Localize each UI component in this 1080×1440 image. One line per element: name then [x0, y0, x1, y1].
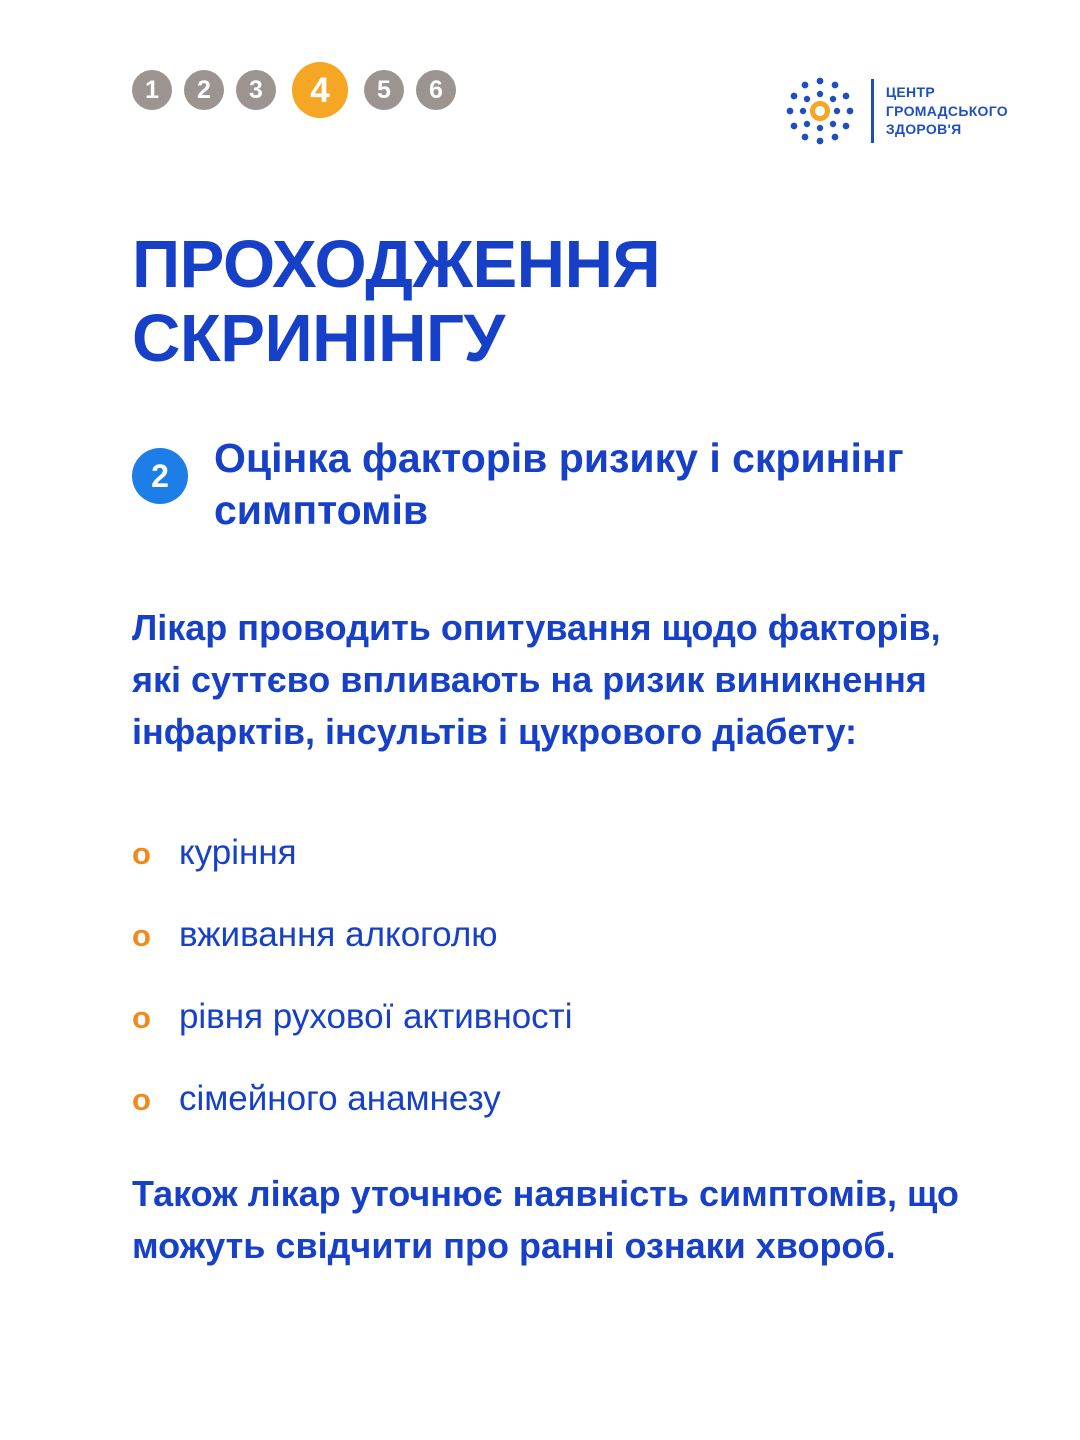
section-subheading: [132, 432, 962, 537]
list-item: [132, 996, 962, 1038]
logo-line-1: ЦЕНТР: [885, 84, 935, 101]
step-5[interactable]: 5: [364, 70, 404, 110]
section-subheading-text: Оцінка факторів ризику і скринінг симптомів: [214, 435, 904, 534]
step-2[interactable]: 2: [184, 70, 224, 110]
step-1[interactable]: 1: [132, 70, 172, 110]
closing-paragraph: Також лікар уточнює наявність симптомів, що можуть свідчити про ранні ознаки хвороб.: [132, 1173, 959, 1267]
bullet-icon: o: [132, 1000, 151, 1035]
list-item-label: куріння: [178, 833, 297, 872]
step-6[interactable]: 6: [416, 70, 456, 110]
list-item: [132, 914, 962, 956]
section-number-badge: 2: [132, 448, 188, 504]
list-item-label: рівня рухової активності: [178, 997, 573, 1036]
list-item-label: сімейного анамнезу: [178, 1079, 501, 1118]
logo: [783, 74, 1008, 148]
bullet-icon: o: [132, 918, 151, 953]
list-item-label: вживання алкоголю: [178, 915, 498, 954]
step-indicator[interactable]: [132, 62, 456, 118]
risk-factor-list: [132, 832, 962, 1160]
list-item: [132, 832, 962, 874]
page-title: ПРОХОДЖЕННЯ СКРИНІНГУ: [132, 227, 661, 376]
list-item: [132, 1078, 962, 1120]
step-3[interactable]: 3: [236, 70, 276, 110]
logo-line-2: ГРОМАДСЬКОГО: [885, 102, 1008, 119]
public-health-center-logo-icon: [783, 74, 857, 148]
top-bar: [0, 62, 1080, 162]
bullet-icon: o: [132, 836, 151, 871]
step-4-active[interactable]: 4: [292, 62, 348, 118]
body-paragraph: Лікар проводить опитування щодо факторів, які суттєво впливають на ризик виникнення інфарктів, інсультів і цукрового діабету:: [132, 607, 941, 753]
bullet-icon: o: [132, 1082, 151, 1117]
logo-line-3: ЗДОРОВ'Я: [885, 121, 962, 138]
logo-wordmark: [871, 79, 1008, 143]
